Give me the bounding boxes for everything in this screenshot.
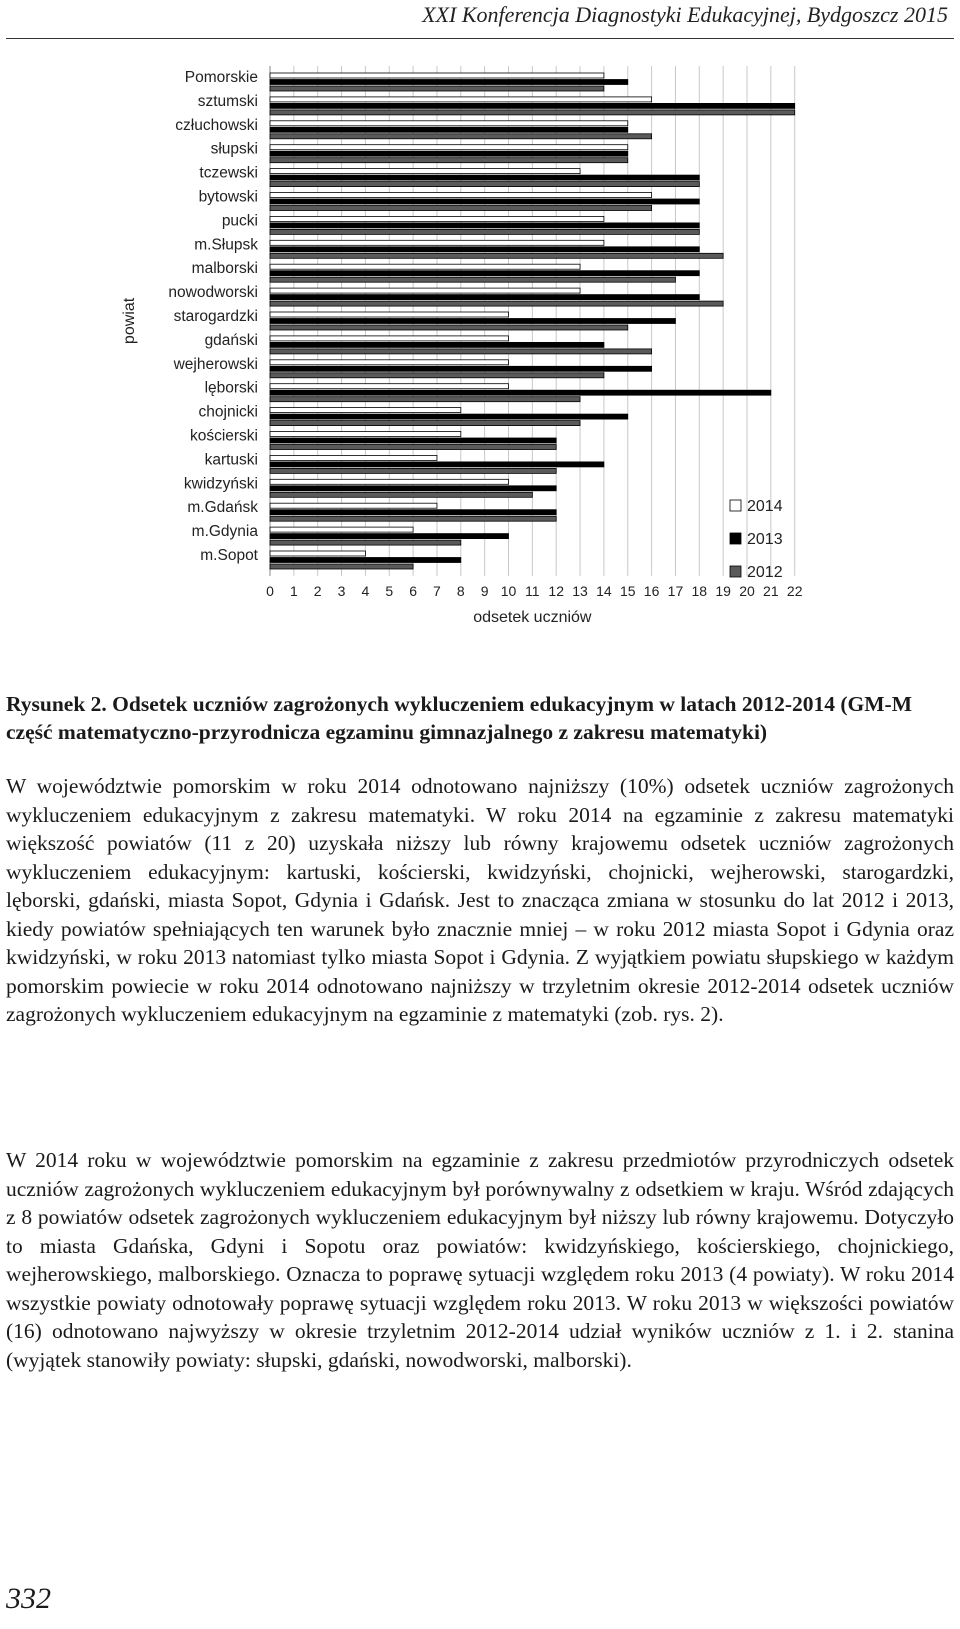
category-label: pucki <box>221 212 258 230</box>
bar-2013 <box>270 103 795 108</box>
bar-2012 <box>270 516 556 521</box>
bar-2013 <box>270 319 675 324</box>
category-label: bytowski <box>198 188 258 206</box>
conference-title: XXI Konferencja Diagnostyki Edukacyjnej, Bydgoszcz 2015 <box>422 2 948 27</box>
x-tick-label: 15 <box>619 582 636 599</box>
bar-2012 <box>270 110 795 115</box>
bar-2014 <box>270 288 580 293</box>
bar-2012 <box>270 349 652 354</box>
page-number: 332 <box>6 1582 51 1615</box>
bar-2012 <box>270 229 699 234</box>
bar-2013 <box>270 366 652 371</box>
x-tick-label: 19 <box>715 582 731 599</box>
category-label: lęborski <box>204 379 258 397</box>
legend-label: 2012 <box>747 564 783 581</box>
category-label: wejherowski <box>173 355 258 373</box>
body-paragraph-2: W 2014 roku w województwie pomorskim na egzaminie z zakresu przedmiotów przyrodniczych odsetek uczniów zagrożonych wykluczeniem edukacyjnym był porównywalny z odsetkiem w kraju. Wśród zdających z 8 powiatów odsetek zagrożonych wykluczeniem edukacyjnym był niższy lub równy krajowemu. Dotyczyło to miasta Gdańska, Gdyni i Sopotu oraz powiatów: kwidzyńskiego, kościerskiego, chojnickiego, wejherowskiego, malborskiego. Oznacza to poprawę sytuacji względem roku 2013 (4 powiaty). W roku 2014 wszystkie powiaty odnotowały poprawę sytuacji względem roku 2013. W roku 2013 w większości powiatów (16) odnotowano najwyższy w okresie trzyletnim 2012-2014 udział wyników uczniów z 1. i 2. stanina (wyjątek stanowiły powiaty: słupski, gdański, nowodworski, malborski). <box>6 1148 954 1372</box>
category-label: starogardzki <box>173 308 258 325</box>
bar-2012 <box>270 373 604 378</box>
bar-2013 <box>270 534 509 539</box>
x-tick-label: 21 <box>763 582 779 599</box>
bar-2014 <box>270 360 509 365</box>
body-paragraph-1: W województwie pomorskim w roku 2014 odnotowano najniższy (10%) odsetek uczniów zagrożonych wykluczeniem edukacyjnym z zakresu matematyki. W roku 2014 na egzaminie z zakresu matematyki większość powiatów (11 z 20) uzyskała niższy lub równy krajowemu odsetek uczniów zagrożonych wykluczeniem edukacyjnym: kartuski, kościerski, kwidzyński, chojnicki, wejherowski, starogardzki, lęborski, gdański, miasta Sopot, Gdynia i Gdańsk. Jest to znacząca zmiana w stosunku do lat 2012 i 2013, kiedy powiatów spełniających ten warunek było znacznie mniej – w roku 2012 miasta Sopot i Gdynia oraz kwidzyński, w roku 2013 natomiast tylko miasta Sopot i Gdynia. Z wyjątkiem powiatu słupskiego w każdym pomorskim powiecie w roku 2014 odnotowano najniższy w trzyletnim okresie 2012-2014 odsetek uczniów zagrożonych wykluczeniem edukacyjnym na egzaminie z matematyki (zob. rys. 2). <box>6 774 954 1026</box>
x-tick-label: 2 <box>313 582 322 599</box>
y-axis-label: powiat <box>121 297 138 345</box>
x-axis-label: odsetek uczniów <box>473 608 592 626</box>
bar-2013 <box>270 510 556 515</box>
bar-2013 <box>270 151 628 156</box>
figure-chart <box>110 55 870 685</box>
bar-2014 <box>270 527 413 532</box>
bar-2014 <box>270 479 509 484</box>
category-label: m.Słupsk <box>194 236 258 254</box>
bar-2012 <box>270 325 628 330</box>
bar-2012 <box>270 158 628 163</box>
bar-2013 <box>270 438 556 443</box>
bar-2014 <box>270 551 365 556</box>
bar-2012 <box>270 253 723 258</box>
bar-2013 <box>270 390 771 395</box>
x-tick-label: 20 <box>739 582 755 599</box>
bar-2012 <box>270 421 580 426</box>
running-header <box>0 0 960 36</box>
x-tick-label: 7 <box>433 582 441 599</box>
bar-2013 <box>270 223 699 228</box>
bar-2014 <box>270 97 652 102</box>
bar-2013 <box>270 199 699 204</box>
category-label: słupski <box>210 140 258 158</box>
x-tick-label: 4 <box>361 582 370 599</box>
bar-2013 <box>270 486 556 491</box>
bar-2014 <box>270 240 604 245</box>
category-label: chojnicki <box>198 403 258 421</box>
bar-2014 <box>270 455 437 460</box>
bar-2014 <box>270 503 437 508</box>
x-tick-label: 0 <box>266 582 274 599</box>
bar-2012 <box>270 540 461 545</box>
bar-2013 <box>270 295 699 300</box>
legend-swatch-2013 <box>730 533 741 544</box>
bar-2013 <box>270 80 628 85</box>
x-tick-label: 9 <box>480 582 489 599</box>
bar-2013 <box>270 414 628 419</box>
bar-2014 <box>270 145 628 150</box>
x-tick-label: 12 <box>548 582 564 599</box>
bar-2013 <box>270 271 699 276</box>
bar-2014 <box>270 336 509 341</box>
bar-2014 <box>270 73 604 78</box>
category-label: Pomorskie <box>184 69 258 86</box>
category-label: malborski <box>191 260 258 278</box>
category-label: kartuski <box>204 451 258 469</box>
bar-2013 <box>270 342 604 347</box>
category-label: m.Sopot <box>200 547 258 564</box>
bar-2012 <box>270 397 580 402</box>
bar-chart-svg <box>110 55 870 685</box>
bar-2014 <box>270 169 580 174</box>
bar-2012 <box>270 277 675 282</box>
bar-2014 <box>270 216 604 221</box>
bar-2013 <box>270 127 628 132</box>
x-tick-label: 22 <box>786 582 803 599</box>
x-tick-label: 16 <box>643 582 660 599</box>
x-tick-label: 1 <box>289 582 298 599</box>
x-tick-label: 18 <box>691 582 708 599</box>
category-label: gdański <box>204 331 258 349</box>
category-label: m.Gdańsk <box>187 499 258 517</box>
bar-2013 <box>270 558 461 563</box>
category-label: kościerski <box>189 427 258 445</box>
category-label: człuchowski <box>175 116 258 134</box>
bar-2012 <box>270 564 413 569</box>
x-tick-label: 14 <box>596 582 612 599</box>
header-divider <box>6 38 954 39</box>
bar-2014 <box>270 408 461 413</box>
bar-2014 <box>270 432 461 437</box>
x-tick-label: 5 <box>385 582 394 599</box>
bar-2012 <box>270 86 604 91</box>
category-label: kwidzyński <box>183 475 258 493</box>
bar-2014 <box>270 193 652 198</box>
legend-swatch-2014 <box>730 500 741 511</box>
category-label: tczewski <box>199 164 258 182</box>
figure-caption: Rysunek 2. Odsetek uczniów zagrożonych wykluczeniem edukacyjnym w latach 2012-2014 (GM-M część matematyczno-przyrodnicza egzaminu gimnazjalnego z zakresu matematyki) <box>6 692 912 744</box>
category-label: m.Gdynia <box>191 523 258 541</box>
x-tick-label: 17 <box>667 582 684 599</box>
legend-swatch-2012 <box>730 566 741 577</box>
legend-label: 2013 <box>747 531 783 548</box>
x-tick-label: 13 <box>572 582 588 599</box>
category-label: sztumski <box>197 92 258 110</box>
bar-2012 <box>270 492 532 497</box>
bar-2013 <box>270 462 604 467</box>
bar-2012 <box>270 182 699 187</box>
bar-2014 <box>270 264 580 269</box>
bar-2013 <box>270 175 699 180</box>
bar-2012 <box>270 301 723 306</box>
bar-2014 <box>270 121 628 126</box>
bar-2014 <box>270 312 509 317</box>
x-tick-label: 11 <box>525 582 540 599</box>
x-tick-label: 10 <box>500 582 517 599</box>
legend-label: 2014 <box>747 498 783 515</box>
bar-2012 <box>270 445 556 450</box>
bar-2012 <box>270 134 652 139</box>
x-tick-label: 8 <box>456 582 465 599</box>
bar-2012 <box>270 206 652 211</box>
x-tick-label: 6 <box>409 582 417 599</box>
bar-2012 <box>270 468 556 473</box>
bar-2014 <box>270 384 509 389</box>
bar-2013 <box>270 247 699 252</box>
x-tick-label: 3 <box>337 582 346 599</box>
category-label: nowodworski <box>168 284 258 302</box>
